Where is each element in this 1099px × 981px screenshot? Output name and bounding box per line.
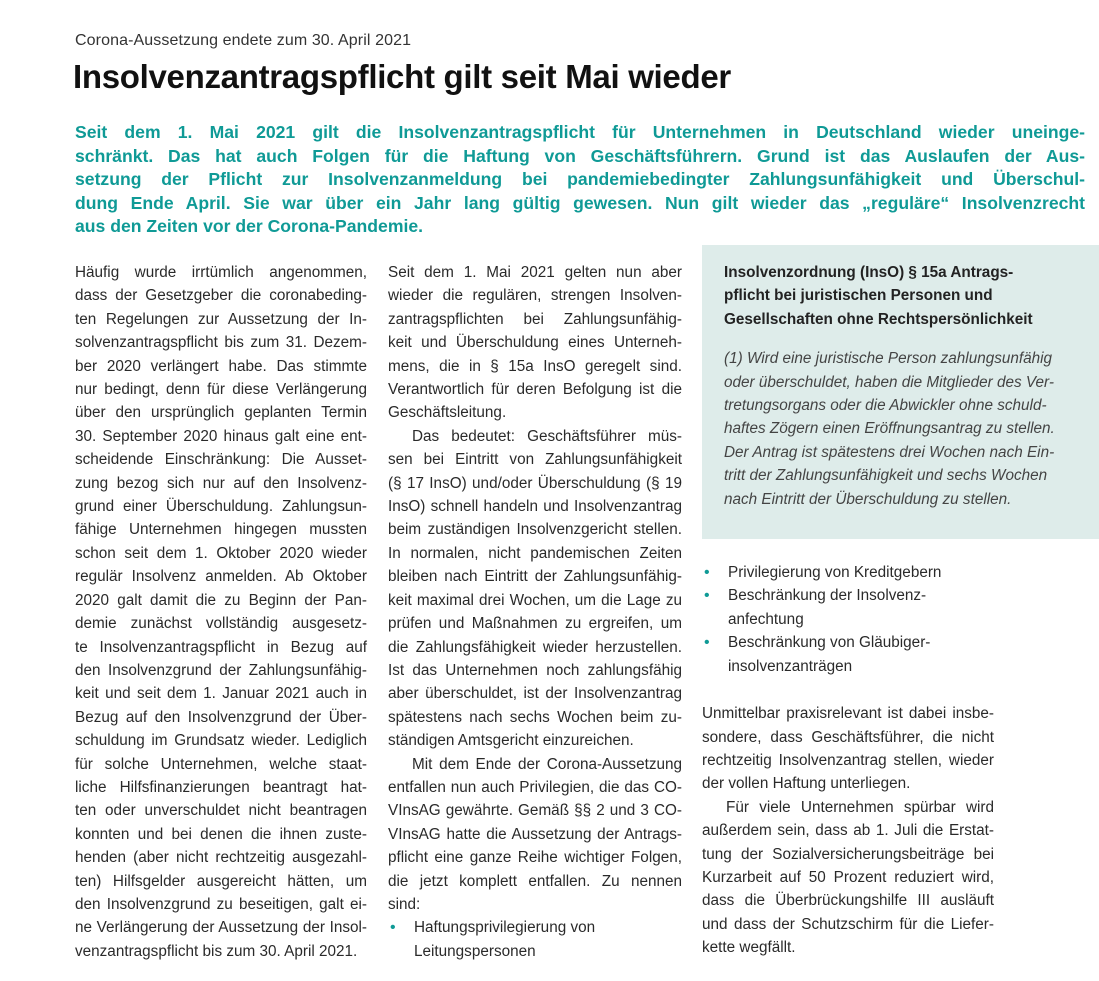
info-box-quote-line: tretungsorgans oder die Abwickler ohne schuld- (724, 397, 1047, 415)
col1-line: demie zunächst vollständig ausgesetz- (75, 615, 367, 633)
bullet-item (702, 584, 962, 631)
col2-line: prüfen und Maßnahmen zu ergreifen, um (388, 615, 682, 633)
col2-line: sind: (388, 895, 421, 913)
col1-line: ten oder unverschuldet nicht beantragen (75, 802, 367, 820)
bullet-text: insolvenzanträgen (728, 657, 853, 675)
info-box-quote-line: nach Eintritt der Überschuldung zu stellen. (724, 490, 1012, 508)
col2-line: die jetzt komplett entfallen. Zu nennen (388, 872, 682, 890)
info-box-title-line: pflicht bei juristischen Personen und (724, 287, 993, 305)
col2-line: Mit dem Ende der Corona-Aussetzung (412, 755, 682, 773)
info-box-quote-line: (1) Wird eine juristische Person zahlungsunfähig (724, 350, 1053, 368)
col2-line: spätestens nach sechs Wochen beim zu- (388, 708, 682, 726)
col1-line: ten Regelungen zur Aussetzung der In- (75, 310, 367, 328)
col2-line: bleiben nach Eintritt der Zahlungsunfähig- (388, 568, 682, 586)
col1-line: 2020 galt damit die zu Beginn der Pan- (75, 591, 367, 609)
column-2-paragraph-2 (388, 425, 682, 753)
col1-line: henden (aber nicht rechtzeitig ausgezahl- (75, 849, 367, 867)
col2-line: Das bedeutet: Geschäftsführer müs- (412, 427, 682, 445)
col1-line: grund einer Überschuldung. Zahlungsun- (75, 498, 367, 516)
col1-line: fähige Unternehmen hingegen mussten (75, 521, 367, 539)
col1-line: Bezug auf den Insolvenzgrund der Über- (75, 708, 367, 726)
bullet-item (702, 561, 962, 584)
info-box-quote-line: tritt der Zahlungsunfähigkeit und sechs Wochen (724, 467, 1048, 485)
lead-line: schränkt. Das hat auch Folgen für die Haftung von Geschäftsführern. Grund ist das Auslaufen der Aus- (75, 145, 1085, 166)
col1-line: schon seit dem 1. Oktober 2020 wieder (75, 544, 367, 562)
col1-line: te Insolvenzantragspflicht in Bezug auf (75, 638, 367, 656)
col1-line: schuldung im Grundsatz wieder. Lediglich (75, 732, 367, 750)
col3-line: außerdem sein, dass ab 1. Juli die Erstat- (702, 822, 994, 840)
col1-line: venzantragspflicht bis zum 30. April 2021. (75, 942, 358, 960)
col3-line: sondere, dass Geschäftsführer, die nicht (702, 728, 994, 746)
col2-line: In normalen, nicht pandemischen Zeiten (388, 544, 682, 562)
column-3-bullet-list (702, 561, 962, 678)
col1-line: konnten und bei denen die ihnen zuste- (75, 825, 367, 843)
col1-line: solvenzantragspflicht bis zum 31. Dezem- (75, 334, 367, 352)
info-box-title-line: Insolvenzordnung (InsO) § 15a Antrags- (724, 264, 1014, 281)
bullet-text: • Privilegierung von Kreditgebern (728, 564, 942, 582)
col1-line: ne Verlängerung der Aussetzung der Insol- (75, 919, 367, 937)
col3-line: Für viele Unternehmen spürbar wird (726, 798, 994, 816)
lead-line: Seit dem 1. Mai 2021 gilt die Insolvenzantragspflicht für Unternehmen in Deutschland wieder uneinge- (75, 122, 1085, 142)
bullet-text: • Haftungsprivilegierung von (414, 919, 596, 937)
headline: Insolvenzantragspflicht gilt seit Mai wieder (73, 58, 731, 95)
lead-line: aus den Zeiten vor der Corona-Pandemie. (75, 216, 424, 236)
col3-line: dass die Überbrückungshilfe III ausläuft (702, 892, 994, 910)
col1-line: keit und seit dem 1. Januar 2021 auch in (75, 685, 367, 703)
info-box-title-line: Gesellschaften ohne Rechtspersönlichkeit (724, 310, 1033, 328)
col2-line: pflicht eine ganze Reihe wichtiger Folgen, (388, 849, 682, 867)
col1-line: zung bezog sich nur auf den Insolvenz- (75, 474, 367, 492)
col1-line: über den ursprünglich geplanten Termin (75, 404, 367, 422)
lead-paragraph (75, 121, 1085, 239)
col1-line: den Insolvenzgrund zu beseitigen, galt ei- (75, 895, 367, 913)
col2-line: aber überschuldet, ist der Insolvenzantrag (388, 685, 682, 703)
info-box-quote-line: oder überschuldet, haben die Mitglieder des Ver- (724, 373, 1054, 391)
info-box-quote (724, 347, 1099, 511)
col1-line: den Insolvenzgrund der Zahlungsunfähig- (75, 661, 367, 679)
col1-line: regulär Insolvenz anmelden. Ab Oktober (75, 568, 367, 586)
law-info-box (702, 245, 1099, 539)
column-2-paragraph-1 (388, 261, 682, 425)
col1-line: nur bedingt, denn für diese Verlängerung (75, 381, 367, 399)
info-box-title (724, 261, 1099, 331)
bullet-item (702, 631, 962, 678)
column-2-paragraph-3 (388, 753, 682, 917)
col2-line: Ist das Unternehmen noch zahlungsfähig (388, 661, 682, 679)
col1-line: 30. September 2020 hinaus galt eine ent- (75, 427, 367, 445)
col2-line: zantragspflichten bei Zahlungsunfähig- (388, 310, 682, 328)
column-2-bullet-list (388, 916, 682, 963)
lead-line: setzung der Pflicht zur Insolvenzanmeldung bei pandemiebedingter Zahlungsunfähigkeit und Überschul- (75, 169, 1085, 189)
col2-line: keit und Überschuldung eines Unterneh- (388, 334, 682, 352)
col3-line: Unmittelbar praxisrelevant ist dabei insbe- (702, 705, 994, 723)
col3-line: rechtzeitig Insolvenzantrag stellen, wieder (702, 751, 994, 769)
col3-line: der vollen Haftung unterliegen. (702, 775, 911, 793)
info-box-quote-line: Der Antrag ist spätestens drei Wochen nach Ein- (724, 443, 1055, 461)
col1-line: ten) Hilfsgelder ausgereicht hätten, um (75, 872, 367, 890)
lead-line: dung Ende April. Sie war über ein Jahr lang gültig gewesen. Nun gilt wieder das „reguläre“ Insolvenzrecht (75, 192, 1085, 213)
col1-line: scheidende Einschränkung: Die Ausset- (75, 451, 367, 469)
col1-line: Häufig wurde irrtümlich angenommen, (75, 264, 367, 281)
bullet-item (388, 916, 682, 963)
bullet-text: • Beschränkung der Insolvenz- (728, 587, 927, 605)
col2-line: Verantwortlich für deren Befolgung ist die (388, 381, 682, 399)
col2-line: entfallen nun auch Privilegien, die das CO- (388, 778, 682, 796)
column-3 (702, 245, 1099, 960)
col2-line: ständigen Amtsgericht einzureichen. (388, 732, 634, 750)
col2-line: mens, die in § 15a InsO geregelt sind. (388, 357, 682, 375)
column-1 (75, 261, 367, 963)
col2-line: beim zuständigen Insolvenzgericht stellen. (388, 521, 682, 539)
col3-line: und dass der Schutzschirm für die Liefer- (702, 915, 994, 933)
col2-line: Seit dem 1. Mai 2021 gelten nun aber (388, 264, 682, 281)
col2-line: keit maximal drei Wochen, um die Lage zu (388, 591, 682, 609)
col2-line: die Zahlungsfähigkeit wieder herzustellen. (388, 638, 682, 656)
col2-line: sen bei Eintritt von Zahlungsunfähigkeit (388, 451, 682, 469)
col3-line: Kurzarbeit auf 50 Prozent reduziert wird, (702, 868, 994, 886)
col1-line: ber 2020 verlängert habe. Das stimmte (75, 357, 367, 375)
bullet-text: • Beschränkung von Gläubiger- (728, 634, 931, 652)
bullet-text: anfechtung (728, 610, 804, 628)
kicker: Corona-Aussetzung endete zum 30. April 2021 (75, 32, 412, 49)
column-3-paragraph-1 (702, 702, 994, 796)
col1-line: für solche Unternehmen, welche staat- (75, 755, 367, 773)
col2-line: Geschäftsleitung. (388, 404, 507, 422)
col3-line: tung der Sozialversicherungsbeiträge bei (702, 845, 994, 863)
col1-line: dass der Gesetzgeber die coronabeding- (75, 287, 367, 305)
col1-line: liche Hilfsfinanzierungen beantragt hat- (75, 778, 367, 796)
col2-line: wieder die regulären, strengen Insolven- (388, 287, 682, 305)
info-box-quote-line: haftes Zögern einen Eröffnungsantrag zu stellen. (724, 420, 1055, 438)
col3-line: kette wegfällt. (702, 939, 796, 957)
col2-line: VInsAG hatte die Aussetzung der Antrags- (388, 825, 682, 843)
column-3-paragraph-2 (702, 796, 994, 960)
bullet-text: Leitungspersonen (414, 942, 536, 960)
col2-line: (§ 17 InsO) und/oder Überschuldung (§ 19 (388, 474, 682, 492)
col2-line: InsO) schnell handeln und Insolvenzantrag (388, 498, 682, 516)
column-2 (388, 261, 682, 963)
col2-line: VInsAG gewährte. Gemäß §§ 2 und 3 CO- (388, 802, 682, 820)
